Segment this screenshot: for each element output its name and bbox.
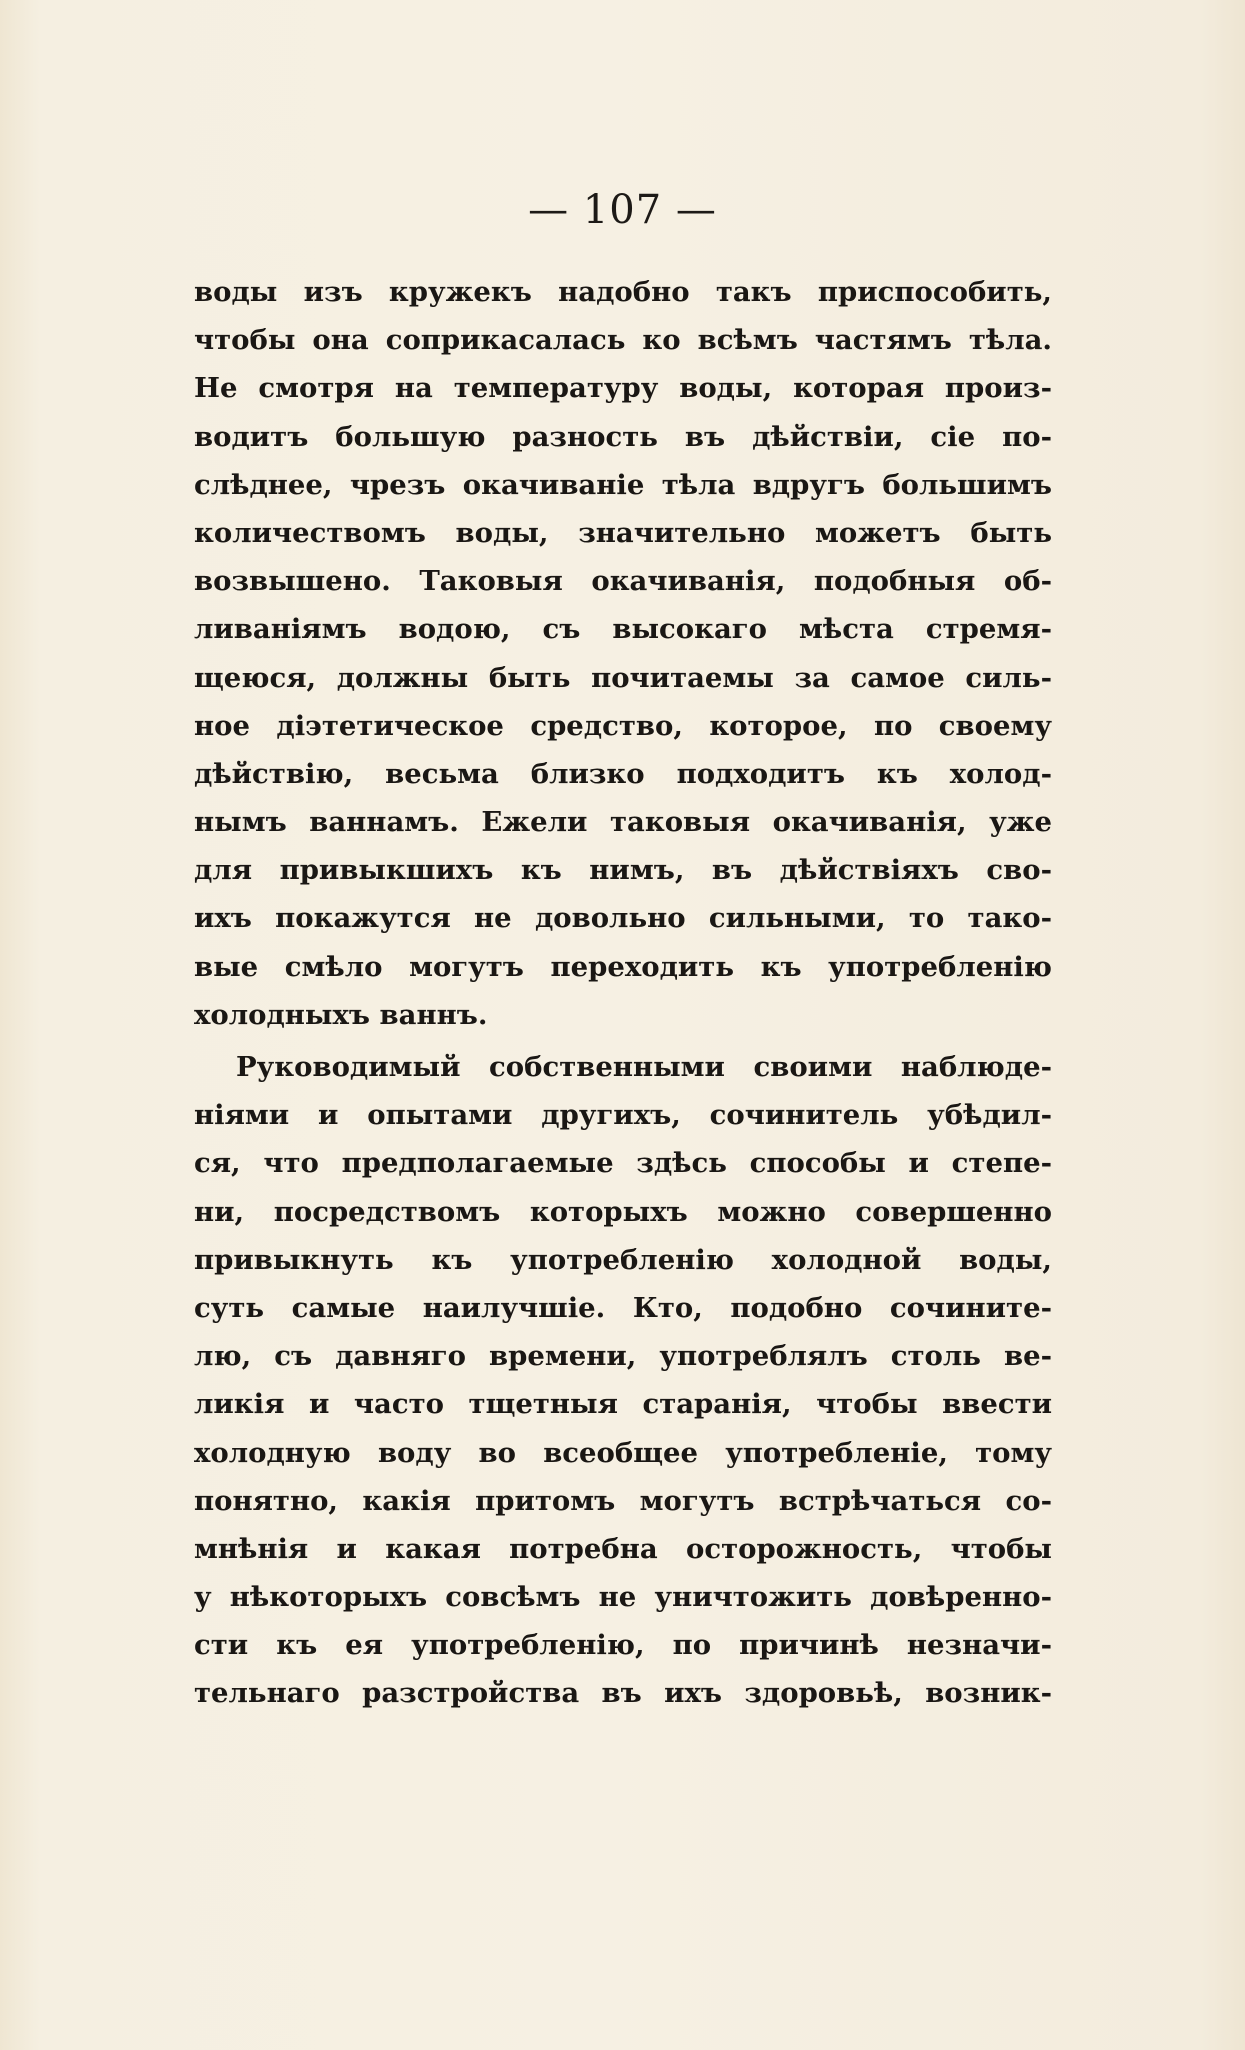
text-line: лю, съ давняго времени, употреблялъ столь ве- — [194, 1340, 1052, 1373]
text-line: вые смѣло могутъ переходить къ употребленiю — [194, 950, 1052, 983]
text-line: щеюся, должны быть почитаемы за самое силь- — [194, 661, 1052, 694]
text-line: тельнаго разстройства въ ихъ здоровьѣ, возник- — [194, 1677, 1052, 1710]
text-line: водитъ большую разность въ дѣйствiи, сiе по- — [194, 420, 1052, 453]
text-line: нiями и опытами другихъ, сочинитель убѣдил- — [194, 1099, 1052, 1132]
text-line: понятно, какiя притомъ могутъ встрѣчаться со- — [194, 1484, 1052, 1517]
text-line: у нѣкоторыхъ совсѣмъ не уничтожить довѣренно- — [194, 1581, 1052, 1614]
text-line: мнѣнiя и какая потребна осторожность, чтобы — [194, 1532, 1052, 1565]
paragraph-2 — [194, 1043, 1052, 1718]
text-line: сти къ ея употребленiю, по причинѣ незначи- — [194, 1629, 1052, 1662]
text-line: количествомъ воды, значительно можетъ быть — [194, 516, 1052, 549]
text-line: возвышено. Таковыя окачиванiя, подобныя об- — [194, 565, 1052, 598]
page-number: — 107 — — [528, 187, 717, 233]
text-line: слѣднее, чрезъ окачиванiе тѣла вдругъ большимъ — [194, 468, 1052, 501]
text-line: холодную воду во всеобщее употребленiе, тому — [194, 1436, 1052, 1469]
text-line: Руководимый собственными своими наблюде- — [236, 1051, 1052, 1083]
text-line: чтобы она соприкасалась ко всѣмъ частямъ тѣла. — [194, 324, 1052, 357]
text-line: Не смотря на температуру воды, которая произ- — [194, 372, 1052, 405]
text-line: привыкнуть къ употребленiю холодной воды, — [194, 1243, 1052, 1276]
paragraph-1 — [194, 268, 1052, 1039]
text-line: холодныхъ ваннъ. — [194, 998, 488, 1031]
text-line: дѣйствiю, весьма близко подходитъ къ холод- — [194, 757, 1052, 790]
text-line: нымъ ваннамъ. Ежели таковыя окачиванiя, уже — [194, 806, 1052, 839]
text-line: ни, посредствомъ которыхъ можно совершенно — [194, 1195, 1052, 1228]
text-line: ливанiямъ водою, съ высокаго мѣста стремя- — [194, 613, 1052, 646]
text-line: ихъ покажутся не довольно сильными, то тако- — [194, 902, 1052, 935]
text-line: ликiя и часто тщетныя старанiя, чтобы ввести — [194, 1388, 1052, 1421]
text-line: суть самые наилучшiе. Кто, подобно сочините- — [194, 1291, 1052, 1324]
text-line: ся, что предполагаемые здѣсь способы и степе- — [194, 1147, 1052, 1180]
text-line: ное дiэтетическое средство, которое, по своему — [194, 709, 1052, 742]
text-line: для привыкшихъ къ нимъ, въ дѣйствiяхъ сво- — [194, 854, 1052, 887]
text-line: воды изъ кружекъ надобно такъ приспособить, — [194, 276, 1052, 308]
